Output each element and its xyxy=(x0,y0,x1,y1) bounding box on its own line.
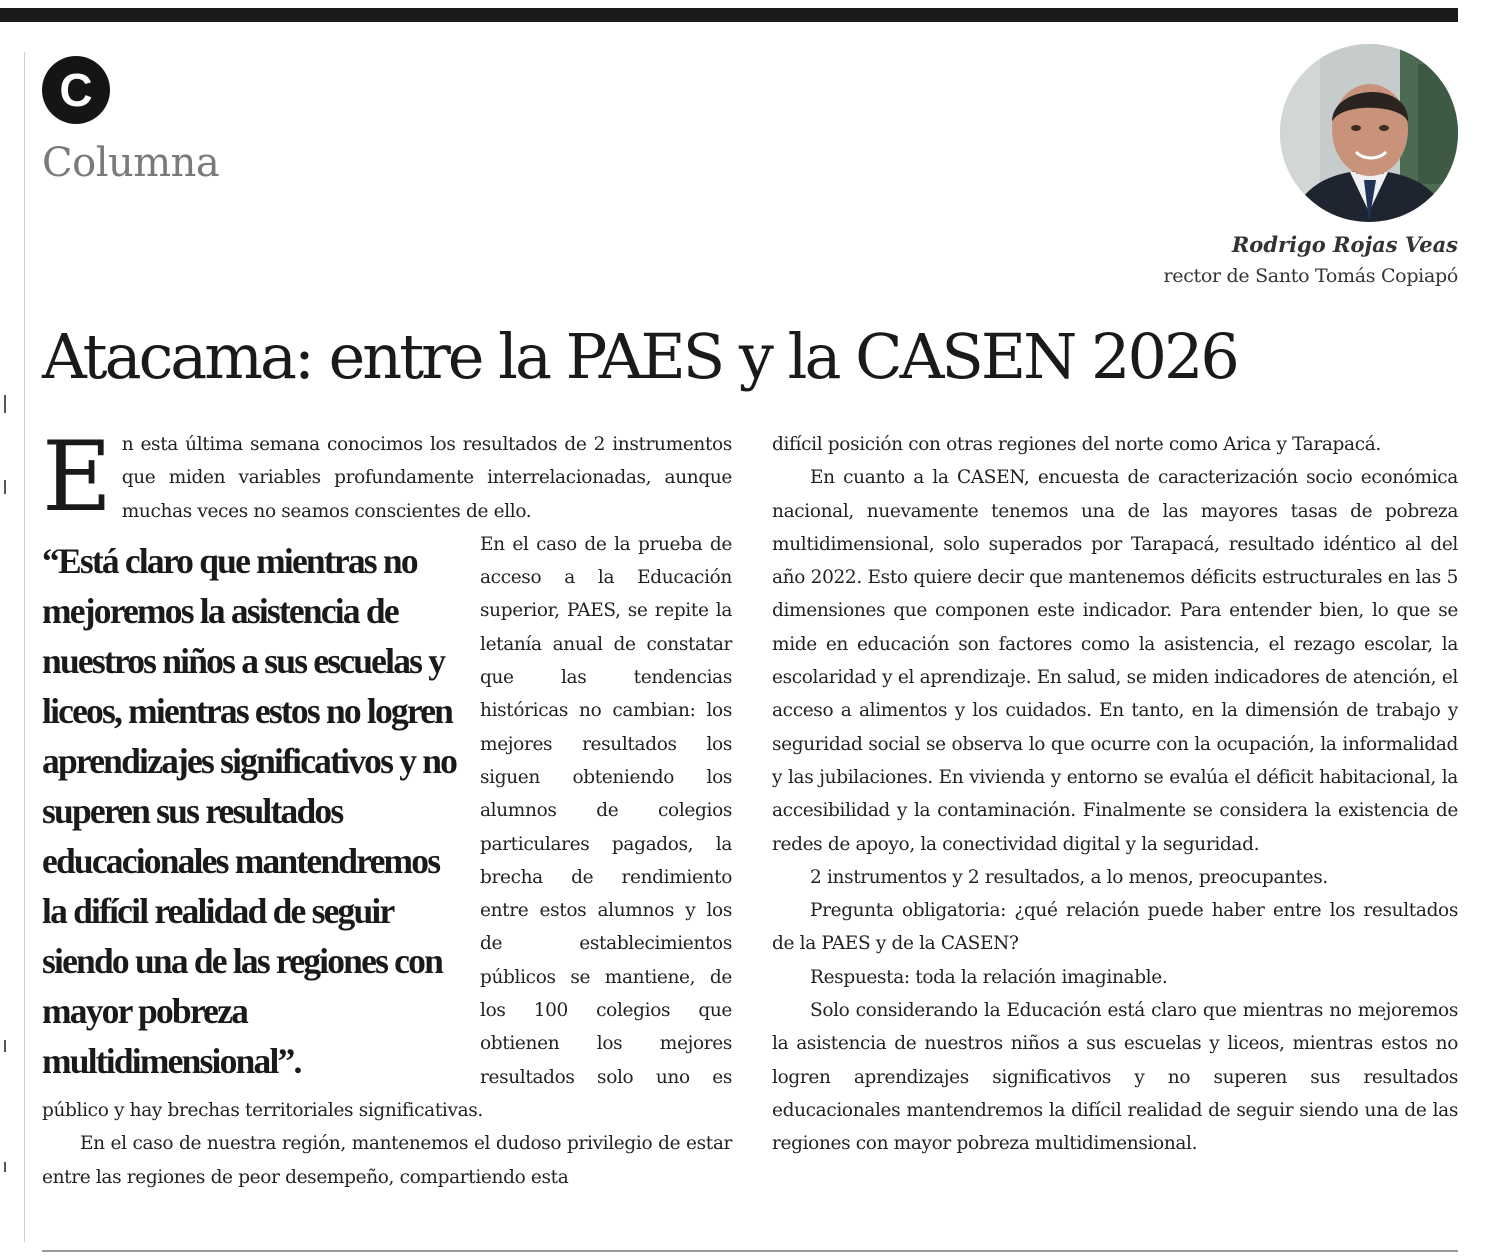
author-role: rector de Santo Tomás Copiapó xyxy=(1163,265,1458,287)
margin-mark xyxy=(4,1162,6,1172)
badge-letter: C xyxy=(59,64,93,116)
paragraph-paes: En el caso de la prueba de acceso a la Educación superior, PAES, se repite la letanía anual de constatar que las tendencias históricas no cambian: los mejores resultados los siguen obteniendo los alumnos de colegios particulares pagados, la brecha de rendimiento entre estos alumnos y los de establecimientos públicos se mantiene, de los 100 colegios que obtienen los mejores resultados solo uno es público y hay brechas territoriales significativas. xyxy=(42,533,732,1121)
paragraph-intro xyxy=(42,421,732,533)
column-right xyxy=(772,428,1458,1161)
author-photo xyxy=(1280,44,1458,222)
author-portrait-image xyxy=(1280,44,1458,222)
pull-quote: “Está claro que mientras no mejoremos la asistencia de nuestros niños a sus escuelas y liceos, mientras estos no logren aprendizajes significativos y no superen sus resultados educacionales mantendremos la difícil realidad de seguir siendo una de las regiones con mayor pobreza multidimensional”. xyxy=(42,540,457,1081)
paragraph-answer: Respuesta: toda la relación imaginable. xyxy=(810,966,1168,988)
article-headline: Atacama: entre la PAES y la CASEN 2026 xyxy=(42,320,1237,393)
left-margin-rule xyxy=(24,52,25,1242)
author-name: Rodrigo Rojas Veas xyxy=(1231,232,1458,257)
column-badge xyxy=(42,56,110,124)
paragraph-instruments: 2 instrumentos y 2 resultados, a lo menos, preocupantes. xyxy=(810,866,1328,888)
paragraph-conclusion: Solo considerando la Educación está claro que mientras no mejoremos la asistencia de nuestros niños a sus escuelas y liceos, mientras estos no logren aprendizajes significativos y no superen sus resultados educacionales mantendremos la difícil realidad de seguir siendo una de las regiones con mayor pobreza multidimensional. xyxy=(772,1000,1458,1155)
margin-mark xyxy=(4,1040,6,1052)
drop-cap: E xyxy=(42,421,112,533)
section-label: Columna xyxy=(42,140,220,186)
paragraph-region: En el caso de nuestra región, mantenemos el dudoso privilegio de estar entre las regiones de peor desempeño, compartiendo esta xyxy=(42,1133,732,1188)
bottom-rule xyxy=(42,1250,1458,1252)
margin-mark xyxy=(4,480,6,494)
top-rule xyxy=(0,8,1458,22)
paragraph-question: Pregunta obligatoria: ¿qué relación puede haber entre los resultados de la PAES y de la CASEN? xyxy=(772,900,1458,955)
paragraph-casen: En cuanto a la CASEN, encuesta de caracterización socio económica nacional, nuevamente tenemos una de las mayores tasas de pobreza multidimensional, solo superados por Tarapacá, resultado idéntico al del año 2022. Esto quiere decir que mantenemos déficits estructurales en las 5 dimensiones que componen este indicador. Para entender bien, lo que se mide en educación son factores como la asistencia, el rezago escolar, la escolaridad y el aprendizaje. En salud, se miden indicadores de atención, el acceso a alimentos y los cuidados. En tanto, en la dimensión de trabajo y seguridad social se observa lo que ocurre con la ocupación, la informalidad y las jubilaciones. En vivienda y entorno se evalúa el déficit habitacional, la accesibilidad y la contaminación. Finalmente se considera la existencia de redes de apoyo, la conectividad digital y la seguridad. xyxy=(772,467,1458,855)
paragraph-region-continued: difícil posición con otras regiones del norte como Arica y Tarapacá. xyxy=(772,434,1381,455)
paragraph-intro-text: n esta última semana conocimos los resultados de 2 instrumentos que miden variables profundamente interrelacionadas, aunque muchas veces no seamos conscientes de ello. xyxy=(121,434,732,522)
margin-mark xyxy=(4,395,6,413)
author-byline xyxy=(1163,232,1458,287)
column-left xyxy=(42,421,732,1194)
